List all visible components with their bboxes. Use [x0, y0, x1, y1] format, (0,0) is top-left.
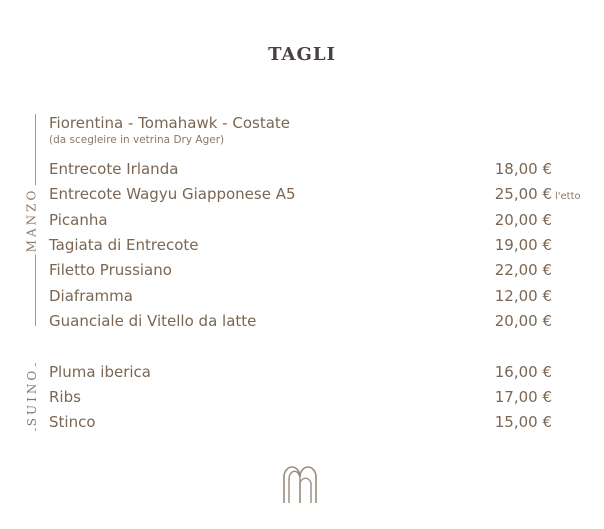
item-name: Pluma iberica: [49, 363, 151, 381]
item-name: Entrecote Wagyu Giapponese A5: [49, 185, 296, 203]
item-name: Stinco: [49, 413, 96, 431]
item-price: 20,00 €: [494, 312, 552, 330]
item-name: Guanciale di Vitello da latte: [49, 312, 257, 330]
page-title: TAGLI: [268, 44, 336, 65]
item-note: (da scegleire in vetrina Dry Ager): [49, 134, 225, 146]
manzo-section-label: MANZO: [24, 187, 39, 253]
item-price: 17,00 €: [494, 388, 552, 406]
item-price: 18,00 €: [494, 160, 552, 178]
item-unit: l'etto: [555, 191, 581, 202]
item-price: 16,00 €: [494, 363, 552, 381]
item-name: Entrecote Irlanda: [49, 160, 179, 178]
item-name: Tagiata di Entrecote: [49, 236, 199, 254]
item-price: 25,00 €: [494, 185, 552, 203]
item-price: 15,00 €: [494, 413, 552, 431]
item-price: 20,00 €: [494, 211, 552, 229]
item-price: 19,00 €: [494, 236, 552, 254]
item-price: 12,00 €: [494, 287, 552, 305]
suino-section-label: SUINO: [25, 367, 40, 427]
item-name: Picanha: [49, 211, 108, 229]
item-name: Fiorentina - Tomahawk - Costate: [49, 114, 290, 132]
item-name: Diaframma: [49, 287, 133, 305]
monogram-logo-icon: [281, 462, 319, 504]
item-name: Ribs: [49, 388, 81, 406]
item-name: Filetto Prussiano: [49, 261, 172, 279]
item-price: 22,00 €: [494, 261, 552, 279]
